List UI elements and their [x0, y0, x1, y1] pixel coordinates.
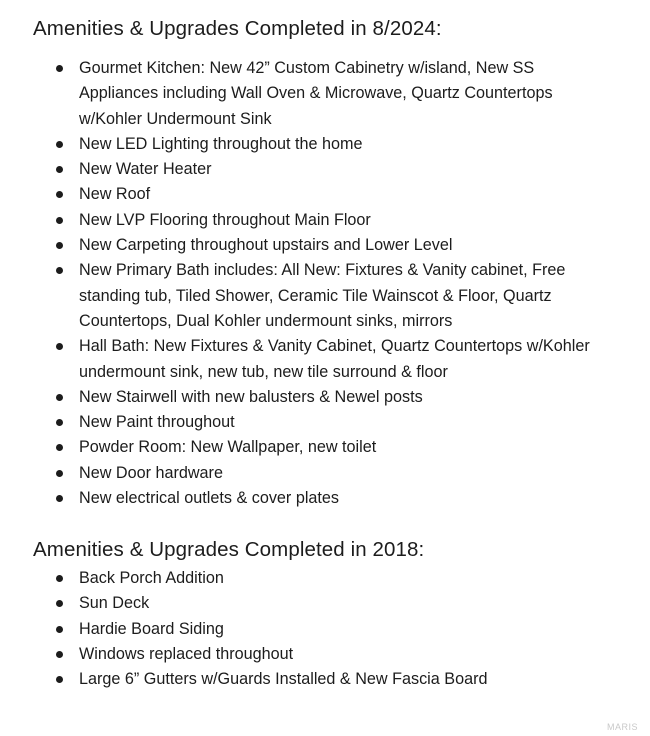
list-item-text: New LED Lighting throughout the home [79, 134, 363, 153]
bullet-icon [56, 575, 63, 582]
list-item-text-line: Appliances including Wall Oven & Microwave, Quartz Countertops [79, 84, 553, 103]
list-item [0, 667, 650, 692]
list-item-text: New electrical outlets & cover plates [79, 489, 340, 508]
list-item-text: Sun Deck [79, 594, 150, 613]
list-item [0, 182, 650, 207]
list-item-text: New Paint throughout [79, 413, 235, 432]
list-item-text-line: New Primary Bath includes: All New: Fixtures & Vanity cabinet, Free [79, 261, 566, 280]
list-item-text-line: w/Kohler Undermount Sink [79, 109, 272, 128]
bullet-icon [56, 217, 63, 224]
bullet-icon [56, 676, 63, 683]
bullet-icon [56, 600, 63, 607]
list-item [0, 132, 650, 157]
list-item [0, 461, 650, 486]
bullet-icon [56, 419, 63, 426]
list-item [0, 410, 650, 435]
bullet-icon [56, 166, 63, 173]
list-item-text-line: Gourmet Kitchen: New 42” Custom Cabinetry w/island, New SS [79, 59, 535, 77]
list-item-text-line: standing tub, Tiled Shower, Ceramic Tile Wainscot & Floor, Quartz [79, 286, 552, 305]
list-item [0, 617, 650, 642]
list-item-text: New Door hardware [79, 463, 223, 482]
upgrades-2018-list [0, 566, 650, 692]
bullet-icon [56, 626, 63, 633]
list-item-text: Hardie Board Siding [79, 619, 224, 638]
list-item [0, 566, 650, 591]
bullet-icon [56, 141, 63, 148]
list-item [0, 157, 650, 182]
list-item-text-line: Hall Bath: New Fixtures & Vanity Cabinet, Quartz Countertops w/Kohler [79, 337, 590, 356]
bullet-icon [56, 444, 63, 451]
bullet-icon [56, 343, 63, 350]
list-item [0, 334, 650, 385]
list-item-text: Windows replaced throughout [79, 644, 294, 663]
section-heading-2018: Amenities & Upgrades Completed in 2018: [33, 538, 425, 561]
list-item [0, 233, 650, 258]
list-item-text: Back Porch Addition [79, 569, 224, 587]
list-item [0, 56, 650, 132]
list-item [0, 208, 650, 233]
list-item-text-line: Countertops, Dual Kohler undermount sinks, mirrors [79, 311, 453, 330]
list-item-text: New Water Heater [79, 160, 212, 179]
list-item [0, 385, 650, 410]
bullet-icon [56, 191, 63, 198]
bullet-icon [56, 470, 63, 477]
watermark: MARIS [606, 722, 638, 732]
list-item [0, 591, 650, 616]
bullet-icon [56, 242, 63, 249]
list-item-text: Powder Room: New Wallpaper, new toilet [79, 438, 377, 457]
bullet-icon [56, 394, 63, 401]
section-heading-2024: Amenities & Upgrades Completed in 8/2024: [33, 17, 442, 40]
list-item-text: Large 6” Gutters w/Guards Installed & New Fascia Board [79, 670, 488, 689]
list-item-text: New Stairwell with new balusters & Newel posts [79, 387, 423, 406]
bullet-icon [56, 495, 63, 502]
list-item-text-line: undermount sink, new tub, new tile surround & floor [79, 362, 448, 381]
bullet-icon [56, 267, 63, 274]
list-item-text: New Roof [79, 185, 151, 204]
list-item [0, 642, 650, 667]
list-item [0, 435, 650, 460]
list-item-text: New LVP Flooring throughout Main Floor [79, 210, 371, 229]
upgrades-2024-list [0, 56, 650, 511]
list-item [0, 486, 650, 511]
list-item [0, 258, 650, 334]
list-item-text: New Carpeting throughout upstairs and Lower Level [79, 236, 453, 255]
bullet-icon [56, 651, 63, 658]
bullet-icon [56, 65, 63, 72]
